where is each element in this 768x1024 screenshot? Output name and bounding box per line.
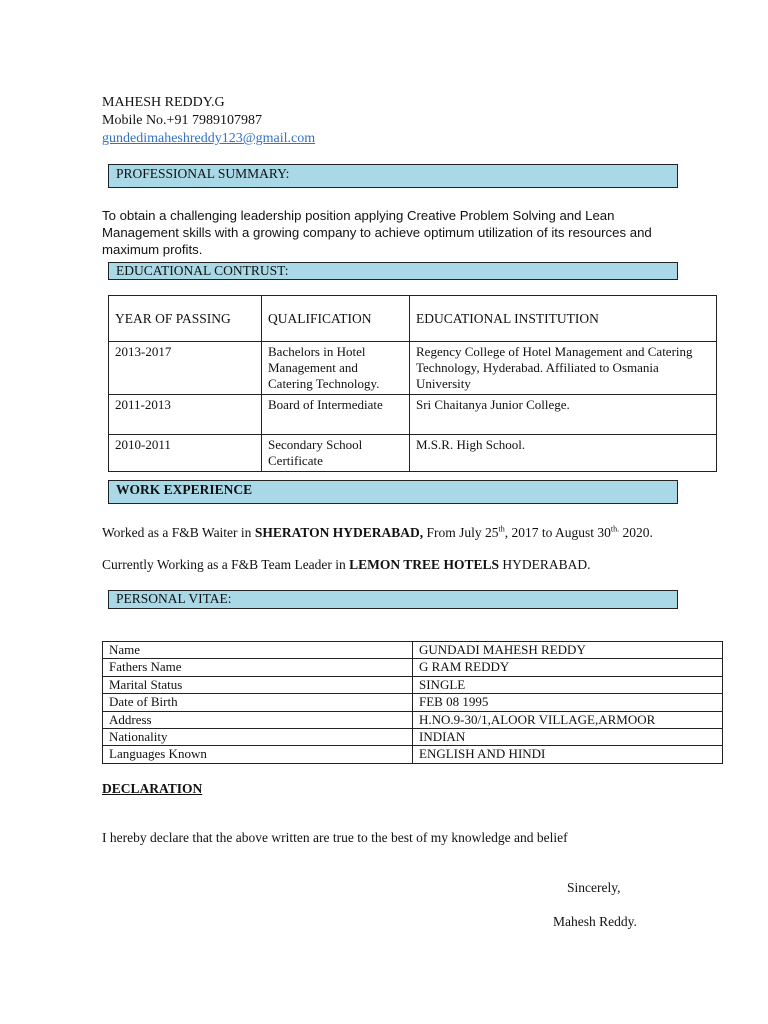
education-col-year: YEAR OF PASSING: [109, 296, 262, 342]
work-line-text: 2020.: [619, 525, 653, 540]
work-line-text: Currently Working as a F&B Team Leader in: [102, 557, 350, 572]
education-row: [109, 395, 717, 435]
personal-row: [103, 694, 723, 711]
company-lemon-tree: LEMON TREE HOTELS: [349, 557, 499, 572]
personal-vitae-heading: [108, 590, 678, 609]
declaration-text: I hereby declare that the above written are true to the best of my knowledge and belief: [102, 830, 568, 845]
education-year: 2013-2017: [109, 342, 262, 395]
closing-sincerely: Sincerely,: [567, 880, 621, 895]
personal-value: ENGLISH AND HINDI: [413, 746, 723, 763]
education-qualification: Secondary School Certificate: [262, 435, 410, 472]
work-line-text: Worked as a F&B Waiter in: [102, 525, 255, 540]
work-line-text: HYDERABAD.: [498, 557, 591, 572]
personal-label: Languages Known: [103, 746, 413, 763]
education-institution: Sri Chaitanya Junior College.: [410, 395, 717, 435]
personal-row: [103, 729, 723, 746]
mobile-number: Mobile No.+91 7989107987: [102, 113, 262, 128]
education-col-institution: EDUCATIONAL INSTITUTION: [410, 296, 717, 342]
work-experience-heading: [108, 480, 678, 504]
personal-value: H.NO.9-30/1,ALOOR VILLAGE,ARMOOR: [413, 711, 723, 728]
education-row: [109, 342, 717, 395]
personal-value: INDIAN: [413, 729, 723, 746]
personal-label: Marital Status: [103, 676, 413, 693]
signature-name: Mahesh Reddy.: [553, 914, 637, 929]
education-header-row: [109, 296, 717, 342]
education-title: EDUCATIONAL CONTRUST:: [116, 263, 289, 278]
personal-row: [103, 711, 723, 728]
work-line-text: , 2017 to August 30: [504, 525, 611, 540]
work-line-text: From July 25: [423, 525, 499, 540]
ordinal-suffix: th.: [610, 524, 620, 534]
personal-label: Date of Birth: [103, 694, 413, 711]
personal-value: G RAM REDDY: [413, 659, 723, 676]
personal-label: Fathers Name: [103, 659, 413, 676]
personal-row: [103, 746, 723, 763]
personal-label: Name: [103, 642, 413, 659]
work-line-sheraton: [102, 525, 653, 541]
personal-row: [103, 642, 723, 659]
personal-label: Nationality: [103, 729, 413, 746]
education-row: [109, 435, 717, 472]
personal-label: Address: [103, 711, 413, 728]
education-institution: Regency College of Hotel Management and Catering Technology, Hyderabad. Affiliated to Osmania University: [410, 342, 717, 395]
personal-value: GUNDADI MAHESH REDDY: [413, 642, 723, 659]
education-year: 2010-2011: [109, 435, 262, 472]
professional-summary-heading: [108, 164, 678, 188]
education-institution: M.S.R. High School.: [410, 435, 717, 472]
personal-vitae-table: [102, 641, 723, 764]
work-experience-title: WORK EXPERIENCE: [116, 482, 253, 497]
applicant-name: MAHESH REDDY.G: [102, 95, 225, 110]
work-line-lemon-tree: [102, 557, 590, 573]
education-col-qualification: QUALIFICATION: [262, 296, 410, 342]
email-link[interactable]: gundedimaheshreddy123@gmail.com: [102, 131, 316, 146]
ordinal-suffix: th: [498, 524, 505, 534]
education-table: [108, 295, 717, 472]
personal-value: FEB 08 1995: [413, 694, 723, 711]
personal-row: [103, 659, 723, 676]
summary-text: To obtain a challenging leadership position applying Creative Problem Solving and Lean Management skills with a growing company to achieve optimum utilization of its resources and maximum profits.: [102, 208, 652, 257]
personal-vitae-title: PERSONAL VITAE:: [116, 591, 232, 606]
declaration-heading: DECLARATION: [102, 781, 203, 796]
personal-row: [103, 676, 723, 693]
professional-summary-title: PROFESSIONAL SUMMARY:: [116, 166, 290, 181]
education-year: 2011-2013: [109, 395, 262, 435]
education-heading: [108, 262, 678, 280]
personal-value: SINGLE: [413, 676, 723, 693]
education-qualification: Board of Intermediate: [262, 395, 410, 435]
education-qualification: Bachelors in Hotel Management and Catering Technology.: [262, 342, 410, 395]
company-sheraton: SHERATON HYDERABAD,: [254, 525, 424, 540]
